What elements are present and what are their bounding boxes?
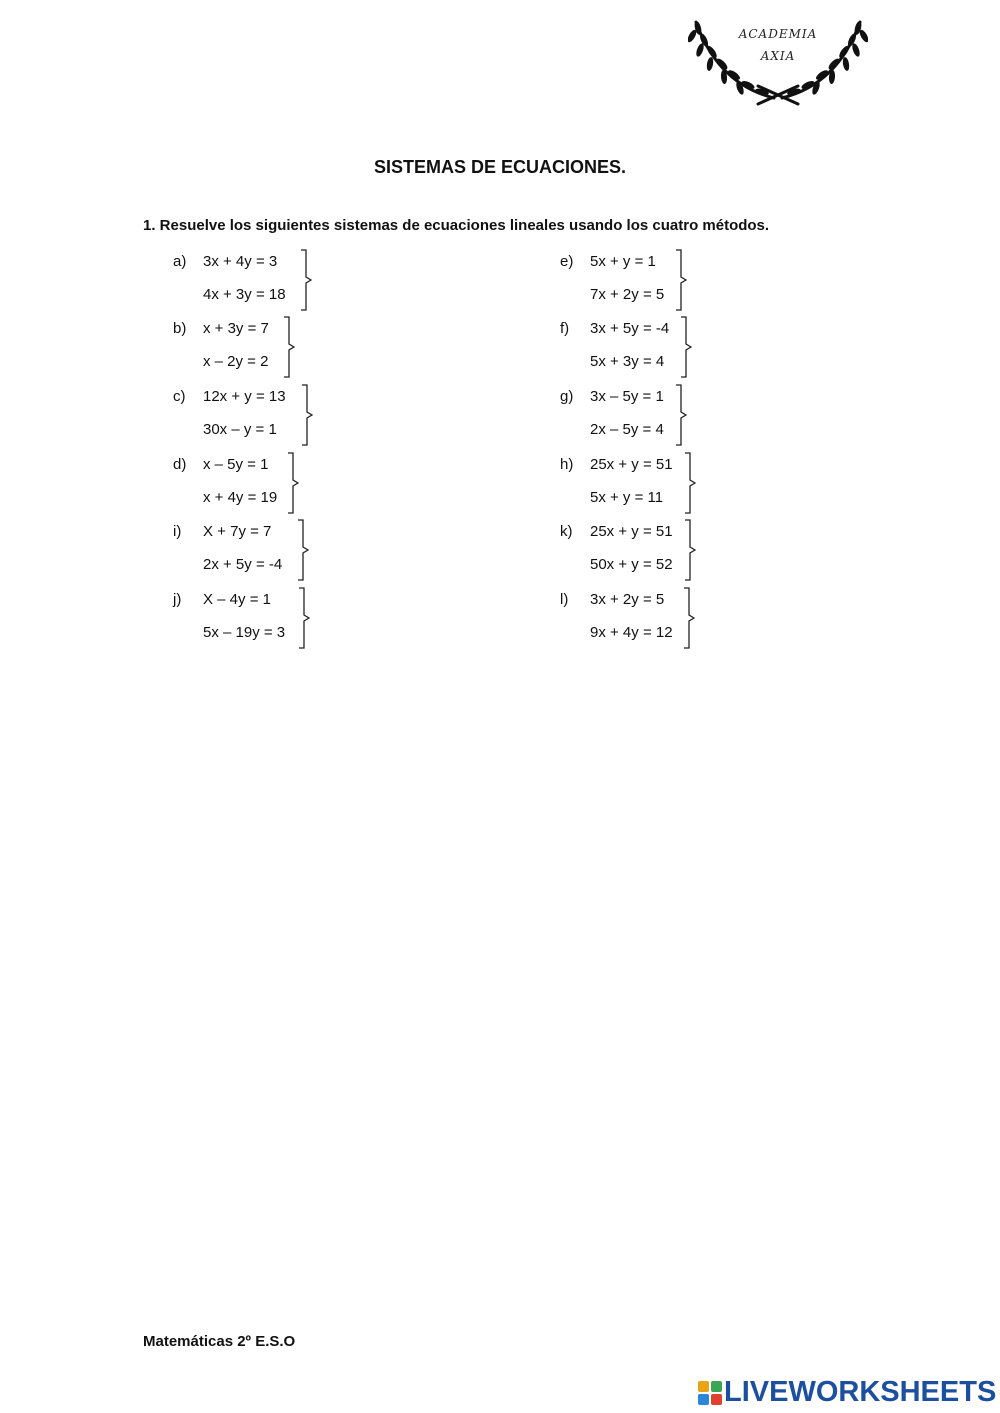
right-brace-icon	[301, 384, 313, 446]
right-brace-icon	[680, 316, 692, 378]
footer-course-label: Matemáticas 2º E.S.O	[143, 1333, 296, 1350]
system-label: g)	[560, 388, 574, 405]
right-brace-icon	[675, 384, 687, 446]
system-label: f)	[560, 320, 570, 337]
logo-line-1: ACADEMIA	[738, 27, 818, 41]
right-brace-icon	[298, 587, 310, 649]
equation-2: 5x + 3y = 4	[590, 353, 665, 370]
right-brace-icon	[300, 249, 312, 311]
equation-2: 5x – 19y = 3	[203, 624, 286, 641]
right-brace-icon	[684, 519, 696, 581]
equation-2: 50x + y = 52	[590, 556, 673, 573]
system-label: h)	[560, 456, 574, 473]
right-brace-icon	[287, 452, 299, 514]
equation-1: 3x – 5y = 1	[590, 388, 664, 405]
right-brace-icon	[297, 519, 309, 581]
page-title: SISTEMAS DE ECUACIONES.	[373, 157, 627, 177]
system-label: d)	[173, 456, 187, 473]
liveworksheets-wordmark: LIVEWORKSHEETS	[724, 1376, 997, 1408]
equation-1: 3x + 2y = 5	[590, 591, 665, 608]
right-brace-icon	[683, 587, 695, 649]
liveworksheets-logo-icon	[698, 1381, 722, 1405]
equation-2: 9x + 4y = 12	[590, 624, 673, 641]
system-label: b)	[173, 320, 187, 337]
system-label: e)	[560, 253, 574, 270]
equation-2: 7x + 2y = 5	[590, 286, 665, 303]
equation-2: x – 2y = 2	[203, 353, 269, 370]
equation-1: 3x + 5y = -4	[590, 320, 670, 337]
equation-2: 2x – 5y = 4	[590, 421, 664, 438]
system-label: a)	[173, 253, 187, 270]
equation-1: 5x + y = 1	[590, 253, 656, 270]
system-label: l)	[560, 591, 569, 608]
system-label: k)	[560, 523, 573, 540]
equation-1: X + 7y = 7	[203, 523, 272, 540]
system-label: i)	[173, 523, 182, 540]
equation-1: x + 3y = 7	[203, 320, 269, 337]
equation-1: 12x + y = 13	[203, 388, 286, 405]
equation-2: 30x – y = 1	[203, 421, 277, 438]
right-brace-icon	[684, 452, 696, 514]
system-label: c)	[173, 388, 186, 405]
equation-2: x + 4y = 19	[203, 489, 278, 506]
equation-1: X – 4y = 1	[203, 591, 271, 608]
right-brace-icon	[283, 316, 295, 378]
logo-line-2: AXIA	[760, 49, 796, 63]
equation-2: 2x + 5y = -4	[203, 556, 283, 573]
equation-1: 25x + y = 51	[590, 456, 673, 473]
right-brace-icon	[675, 249, 687, 311]
exercise-instruction: 1. Resuelve los siguientes sistemas de ecuaciones lineales usando los cuatro métodos.	[143, 217, 770, 234]
equation-1: 25x + y = 51	[590, 523, 673, 540]
equation-2: 5x + y = 11	[590, 489, 664, 506]
academia-axia-logo	[688, 14, 868, 106]
equation-2: 4x + 3y = 18	[203, 286, 286, 303]
system-label: j)	[173, 591, 182, 608]
equation-1: x – 5y = 1	[203, 456, 269, 473]
equation-1: 3x + 4y = 3	[203, 253, 278, 270]
